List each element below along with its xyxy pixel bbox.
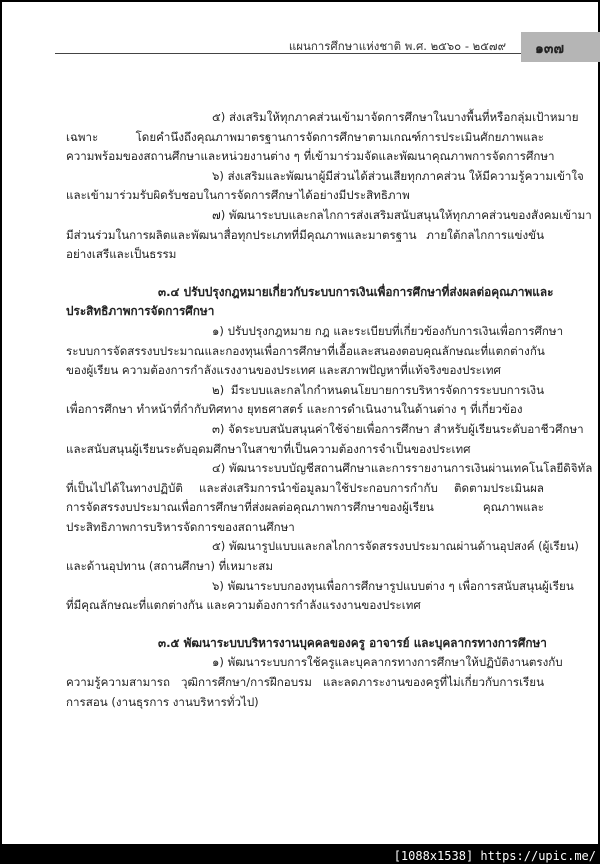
paragraph [66,108,579,167]
text-line: ความรู้ความสามารถ วุฒิการศึกษา/การฝึกอบรม และลดภาระงานของครูที่ไม่เกี่ยวกับการเรียน [66,675,544,690]
text-line: ที่มีคุณลักษณะที่แตกต่างกัน และความต้องการกำลังแรงงานของประเทศ [66,598,421,613]
text-line: ที่เป็นไปได้ในทางปฏิบัติ และส่งเสริมการนำข้อมูลมาใช้ประกอบการกำกับ ติดตามประเมินผล [66,480,544,495]
page-number-box [521,32,600,62]
text-line: การสอน (งานธุรการ งานบริหารทั่วไป) [66,694,259,709]
watermark-url: [1088x1538] https://upic.me/ [393,849,596,863]
text-line: ประสิทธิภาพการบริหารจัดการของสถานศึกษา [66,519,295,534]
paragraph [66,381,544,420]
heading-line: ประสิทธิภาพการจัดการศึกษา [66,304,215,319]
heading-line: ๓.๕ พัฒนาระบบบริหารงานบุคคลของครู อาจารย์ และบุคลากรทางการศึกษา [158,635,547,650]
paragraph [66,577,574,616]
paragraph [66,653,563,712]
text-line: และสนับสนุนผู้เรียนระดับอุดมศึกษาในสาขาที่เป็นความต้องการจำเป็นของประเทศ [66,441,471,456]
text-line: ๖) ส่งเสริมและพัฒนาผู้มีส่วนได้ส่วนเสียทุกภาคส่วน ให้มีความรู้ความเข้าใจ [212,168,584,183]
document-body [66,108,593,712]
text-line: ๑) พัฒนาระบบการใช้ครูและบุคลากรทางการศึกษาให้ปฏิบัติงานตรงกับ [212,655,563,670]
paragraph [66,322,564,381]
text-line: และเข้ามาร่วมรับผิดรับชอบในการจัดการศึกษาได้อย่างมีประสิทธิภาพ [66,188,410,203]
running-header-title: แผนการศึกษาแห่งชาติ พ.ศ. ๒๕๖๐ - ๒๕๗๙ [288,39,506,53]
text-line: เฉพาะ โดยคำนึงถึงคุณภาพมาตรฐานการจัดการศึกษาตามเกณฑ์การประเมินศักยภาพและ [66,129,544,144]
paragraph [66,167,584,206]
header-divider [55,53,521,54]
text-line: เพื่อการศึกษา ทำหน้าที่กำกับทิศทาง ยุทธศาสตร์ และการดำเนินงานในด้านต่าง ๆ ที่เกี่ยวข้อง [66,402,523,417]
spacer [66,616,544,634]
text-line: ๔) พัฒนาระบบบัญชีสถานศึกษาและการรายงานการเงินผ่านเทคโนโลยีดิจิทัล [212,461,593,476]
text-line: ๑) ปรับปรุงกฎหมาย กฎ และระเบียบที่เกี่ยวข้องกับการเงินเพื่อการศึกษา [212,323,564,338]
text-line: ๕) ส่งเสริมให้ทุกภาคส่วนเข้ามาจัดการศึกษาในบางพื้นที่หรือกลุ่มเป้าหมาย [212,110,579,124]
text-line: ความพร้อมของสถานศึกษาและหน่วยงานต่าง ๆ ที่เข้ามาร่วมจัดและพัฒนาคุณภาพการจัดการศึกษา [66,149,555,164]
text-line: ๕) พัฒนารูปแบบและกลไกการจัดสรรงบประมาณผ่านด้านอุปสงค์ (ผู้เรียน) [212,539,579,554]
spacer [66,265,544,283]
text-line: และด้านอุปทาน (สถานศึกษา) ที่เหมาะสม [66,559,273,574]
document-page [2,2,598,844]
paragraph [66,537,579,576]
page-number: ๑๓๗ [535,41,564,57]
paragraph [66,459,593,537]
text-line: ๓) จัดระบบสนับสนุนค่าใช้จ่ายเพื่อการศึกษา สำหรับผู้เรียนระดับอาชีวศึกษา [212,421,584,436]
text-line: ๗) พัฒนาระบบและกลไกการส่งเสริมสนับสนุนให้ทุกภาคส่วนของสังคมเข้ามา [212,207,592,222]
text-line: อย่างเสรีและเป็นธรรม [66,247,177,262]
text-line: ๖) พัฒนาระบบกองทุนเพื่อการศึกษารูปแบบต่าง ๆ เพื่อการสนับสนุนผู้เรียน [212,578,574,593]
text-line: การจัดสรรงบประมาณเพื่อการศึกษาที่ส่งผลต่อคุณภาพการศึกษาของผู้เรียน คุณภาพและ [66,500,544,515]
section-heading [66,283,554,322]
section-heading [66,634,547,654]
text-line: ของผู้เรียน ความต้องการกำลังแรงงานของประเทศ และสภาพปัญหาที่แท้จริงของประเทศ [66,363,501,378]
heading-line: ๓.๔ ปรับปรุงกฎหมายเกี่ยวกับระบบการเงินเพื่อการศึกษาที่ส่งผลต่อคุณภาพและ [158,284,554,299]
paragraph [66,206,592,265]
paragraph [66,420,584,459]
text-line: มีส่วนร่วมในการผลิตและพัฒนาสื่อทุกประเภทที่มีคุณภาพและมาตรฐาน ภายใต้กลไกการแข่งขัน [66,227,544,242]
text-line: ระบบการจัดสรรงบประมาณและกองทุนเพื่อการศึกษาที่เอื้อและสนองตอบคุณลักษณะที่แตกต่างกัน [66,343,545,358]
text-line: ๒) มีระบบและกลไกกำหนดนโยบายการบริหารจัดการระบบการเงิน [212,382,544,397]
